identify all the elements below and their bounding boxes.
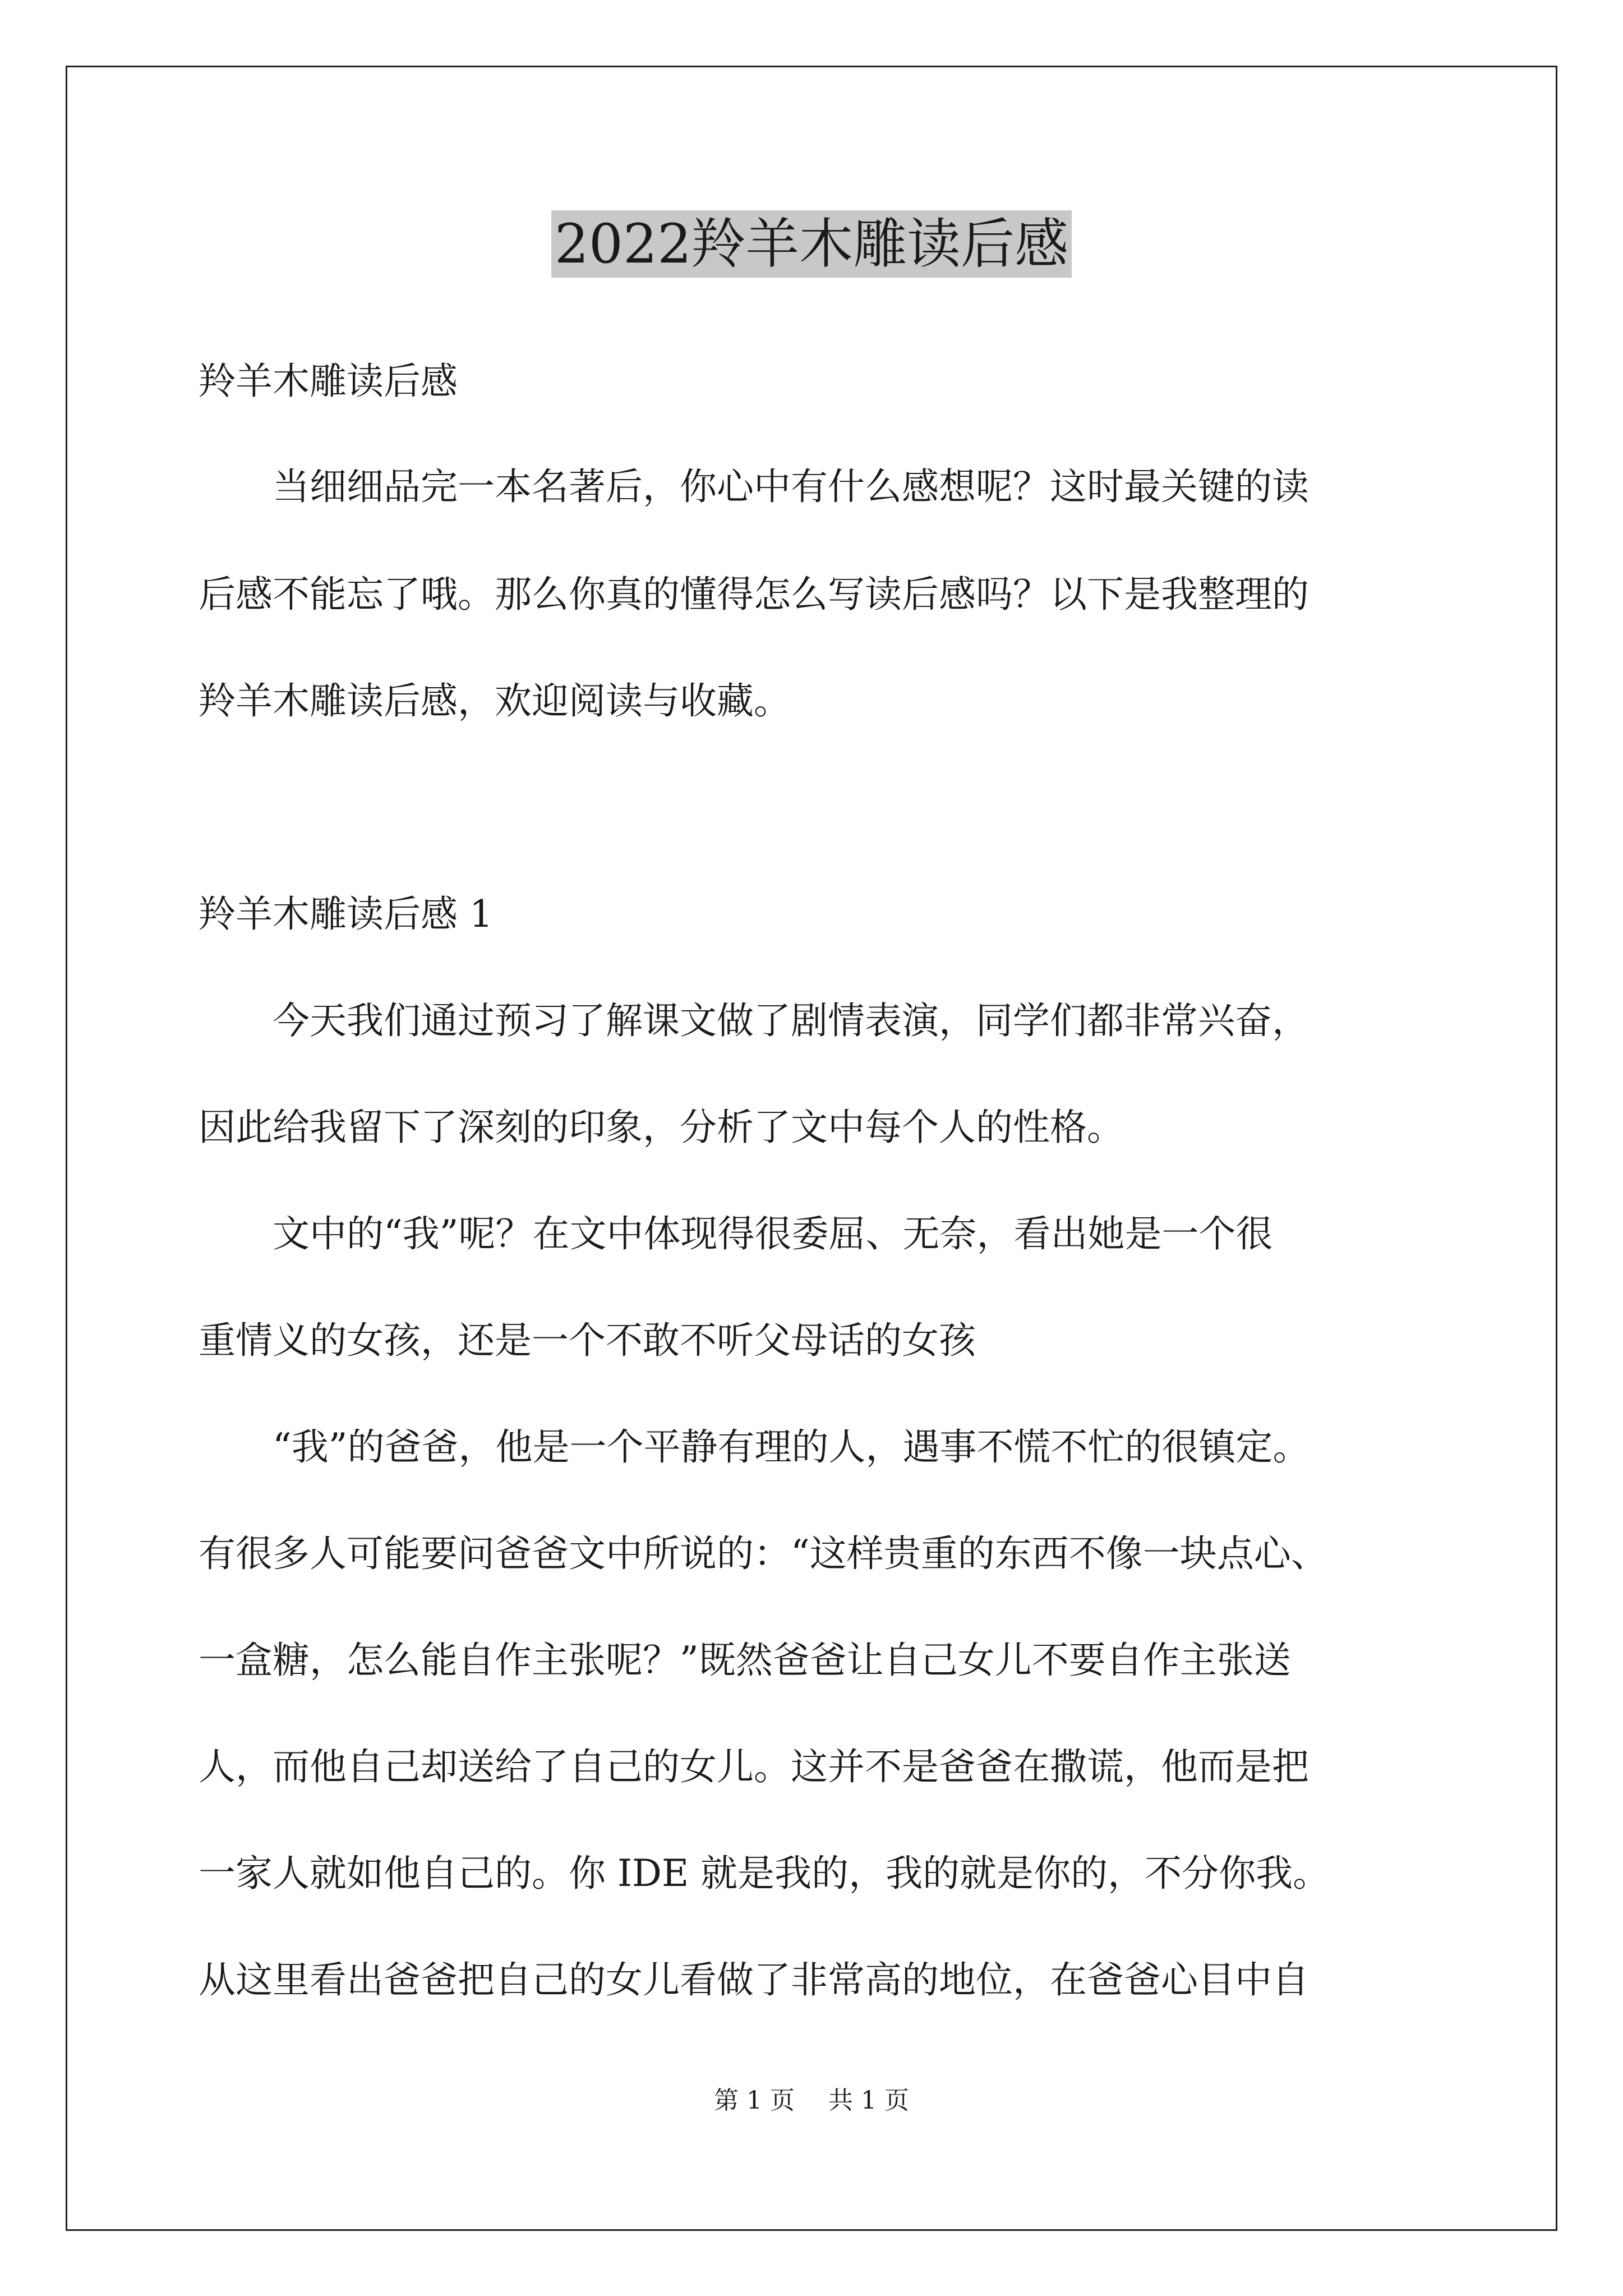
section-heading: 羚羊木雕读后感 1 — [199, 892, 493, 936]
paragraph-line: 今天我们通过预习了解课文做了剧情表演，同学们都非常兴奋， — [199, 999, 1309, 1042]
page-footer — [0, 2084, 1623, 2118]
title-text: 2022羚羊木雕读后感 — [551, 210, 1072, 278]
paragraph-line: 当细细品完一本名著后，你心中有什么感想呢？这时最关键的读 — [199, 465, 1309, 508]
document-title — [0, 208, 1623, 280]
page-number: 第 1 页 — [714, 2086, 795, 2115]
section-heading: 羚羊木雕读后感 — [199, 360, 458, 403]
paragraph-line: 从这里看出爸爸把自己的女儿看做了非常高的地位，在爸爸心目中自 — [199, 1958, 1309, 2001]
paragraph-line: 羚羊木雕读后感，欢迎阅读与收藏。 — [199, 679, 791, 723]
paragraph-line: 文中的“我”呢？在文中体现得很委屈、无奈，看出她是一个很 — [199, 1212, 1273, 1255]
paragraph-line: 人，而他自己却送给了自己的女儿。这并不是爸爸在撒谎，他而是把 — [199, 1745, 1309, 1788]
paragraph-line: 因此给我留下了深刻的印象，分析了文中每个人的性格。 — [199, 1106, 1124, 1149]
paragraph-line: 有很多人可能要问爸爸文中所说的：“这样贵重的东西不像一块点心、 — [199, 1532, 1328, 1575]
paragraph-line: 重情义的女孩，还是一个不敢不听父母话的女孩 — [199, 1319, 976, 1362]
page-total: 共 1 页 — [828, 2086, 909, 2115]
paragraph-line: 后感不能忘了哦。那么你真的懂得怎么写读后感吗？以下是我整理的 — [199, 573, 1309, 616]
paragraph-line: 一盒糖，怎么能自作主张呢？”既然爸爸让自己女儿不要自作主张送 — [199, 1639, 1291, 1682]
paragraph-line: 一家人就如他自己的。你 IDE 就是我的，我的就是你的，不分你我。 — [199, 1852, 1330, 1895]
paragraph-line: “我”的爸爸，他是一个平静有理的人，遇事不慌不忙的很镇定。 — [199, 1425, 1310, 1469]
